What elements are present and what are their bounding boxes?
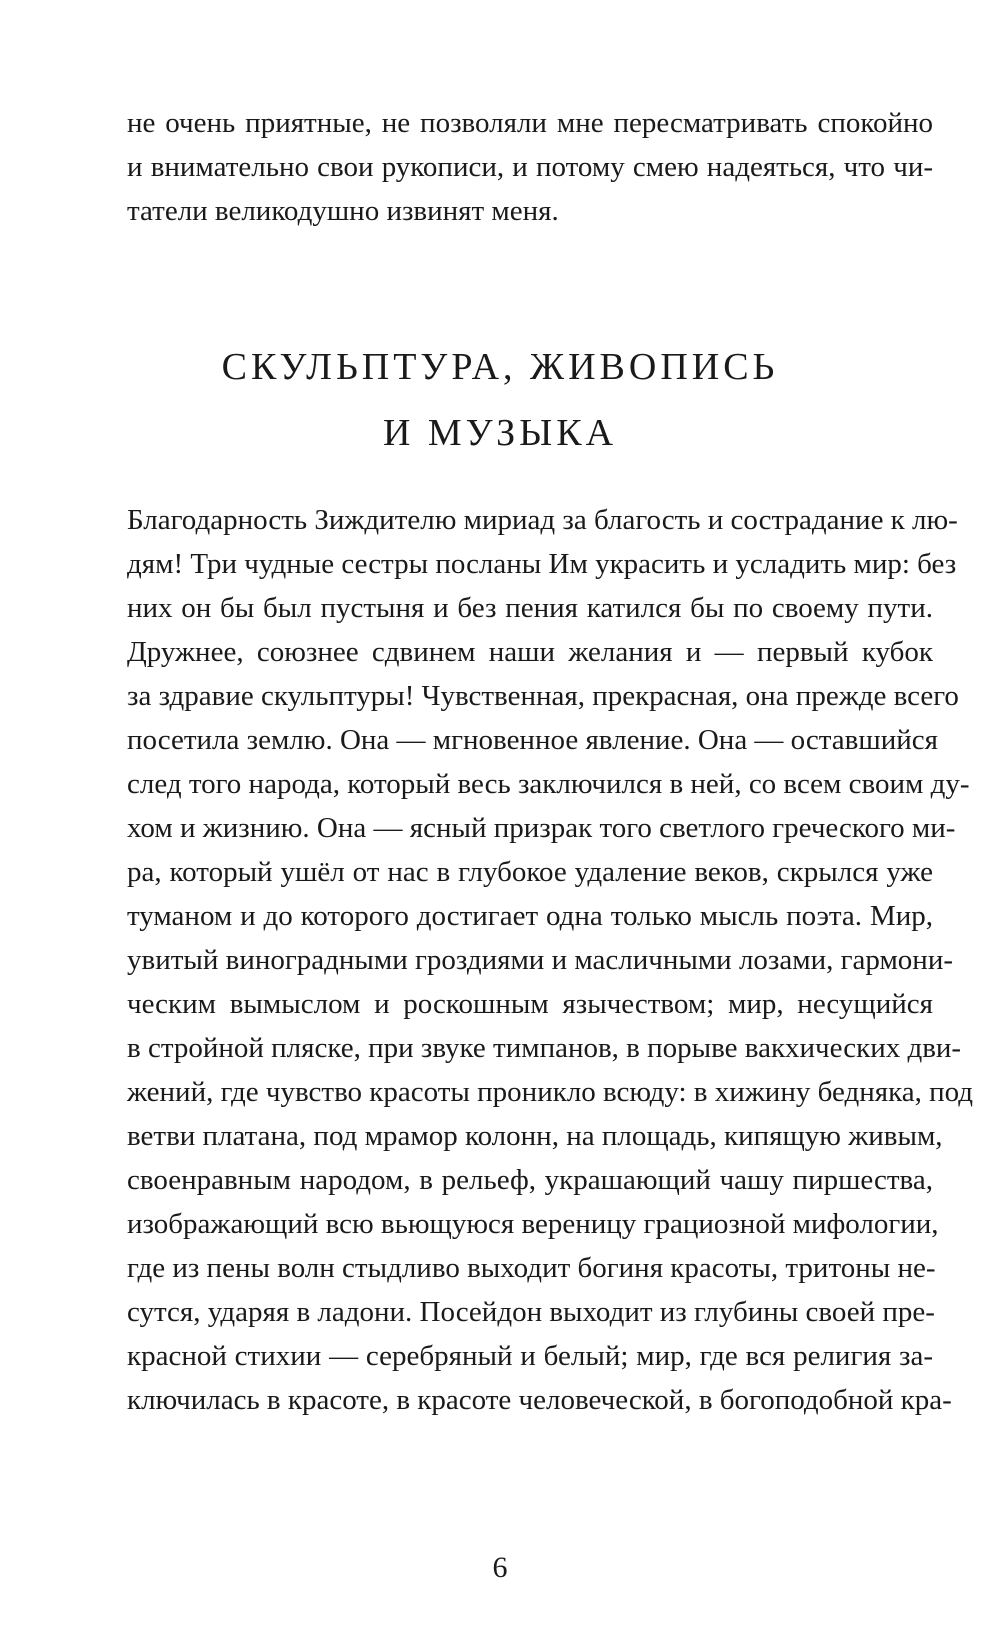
- text-line: ра, который ушёл от нас в глубокое удаление веков, скрылся уже: [127, 856, 933, 888]
- text-line: красной стихии — серебряный и белый; мир, где вся религия за-: [127, 1340, 933, 1372]
- text-line: сутся, ударяя в ладони. Посейдон выходит из глубины своей пре-: [127, 1296, 935, 1328]
- text-line: татели великодушно извинят меня.: [127, 195, 559, 227]
- text-line: хом и жизнию. Она — ясный призрак того светлого греческого ми-: [127, 812, 956, 844]
- heading-line: И МУЗЫКА: [382, 412, 618, 454]
- text-line: своенравным народом, в рельеф, украшающий чашу пиршества,: [127, 1164, 933, 1196]
- text-line: Дружнее, союзнее сдвинем наши желания и — первый кубок: [127, 636, 933, 668]
- text-line: изображающий всю вьющуюся вереницу грациозной мифологии,: [127, 1208, 939, 1240]
- text-line: ветви платана, под мрамор колонн, на площадь, кипящую живым,: [127, 1120, 943, 1152]
- text-line: жений, где чувство красоты проникло всюду: в хижину бедняка, под: [127, 1076, 974, 1108]
- page-number: 6: [492, 1551, 508, 1584]
- text-line: в стройной пляске, при звуке тимпанов, в порыве вакхических дви-: [127, 1032, 962, 1064]
- text-line: Благодарность Зиждителю мириад за благость и сострадание к лю-: [127, 504, 958, 536]
- chapter-heading: [0, 334, 1000, 466]
- text-line: туманом и до которого достигает одна только мысль поэта. Мир,: [127, 900, 933, 932]
- body-paragraph: [127, 498, 974, 1422]
- text-line: и внимательно свои рукописи, и потому смею надеяться, что чи-: [127, 151, 933, 183]
- text-line: посетила землю. Она — мгновенное явление. Она — оставшийся: [127, 724, 938, 756]
- text-line: след того народа, который весь заключился в ней, со всем своим ду-: [127, 768, 970, 800]
- text-line: них он бы был пустыня и без пения катился бы по своему пути.: [127, 592, 933, 624]
- text-line: ключилась в красоте, в красоте человеческой, в богоподобной кра-: [127, 1384, 952, 1416]
- text-line: дям! Три чудные сестры посланы Им украсить и усладить мир: без: [127, 548, 957, 580]
- text-line: где из пены волн стыдливо выходит богиня красоты, тритоны не-: [127, 1252, 936, 1284]
- text-line: не очень приятные, не позволяли мне пересматривать спокойно: [127, 107, 933, 139]
- text-line: за здравие скульптуры! Чувственная, прекрасная, она прежде всего: [127, 680, 959, 712]
- heading-line: СКУЛЬПТУРА, ЖИВОПИСЬ: [221, 346, 779, 388]
- intro-paragraph: [127, 101, 933, 233]
- text-line: ческим вымыслом и роскошным язычеством; мир, несущийся: [127, 988, 933, 1020]
- text-line: увитый виноградными гроздиями и масличными лозами, гармони-: [127, 944, 953, 976]
